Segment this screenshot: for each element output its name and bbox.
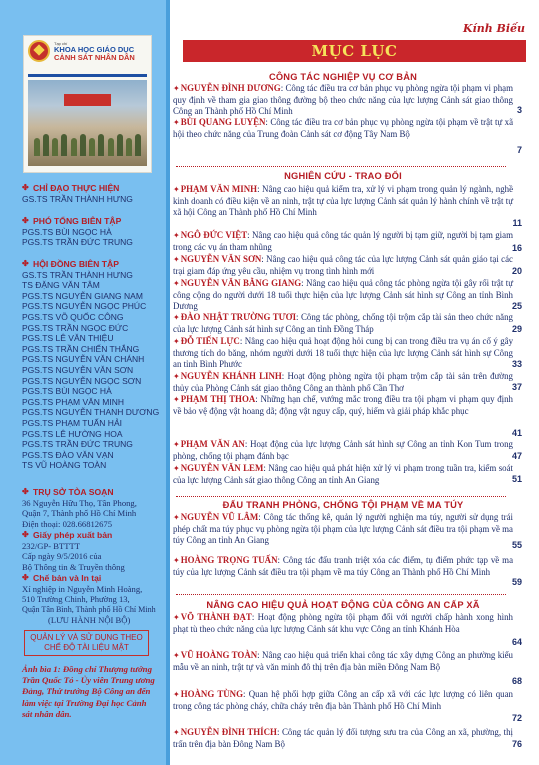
entry-author: VŨ HOÀNG TOÀN xyxy=(180,650,258,660)
diamond-bullet-icon: ✤ xyxy=(22,183,29,192)
entry-page: 11 xyxy=(512,218,522,228)
entry-author: BÙI QUANG LUYỆN xyxy=(180,117,266,127)
section-divider xyxy=(176,166,506,167)
entry-author: NGÔ ĐỨC VIỆT xyxy=(180,230,248,240)
board-member: TS ĐẶNG VĂN TÂM xyxy=(22,280,100,291)
toc-entry[interactable]: ✦NGUYỄN ĐÌNH THÍCH: Công tác quản lý đối tượng sưu tra của Công an xã, phường, thị trấn trên địa bàn Đông Nam Bộ xyxy=(173,727,513,749)
printer-heading: ✤ Chế bản và In tại xyxy=(22,573,102,583)
board-member: PGS.TS BÙI NGỌC HÀ xyxy=(22,386,112,397)
toc-entry[interactable]: ✦NGUYỄN VĂN LEM: Nâng cao hiệu quả phát hiện xử lý vi phạm trong tuần tra, kiểm soát của lực lượng Cảnh sát giao thông Công an tỉnh An Giang xyxy=(173,463,513,485)
entry-page: 20 xyxy=(511,266,522,276)
entry-title: Nâng cao hiệu quả hoạt động hỏi cung bị can trong điều tra vụ án cố ý gây thương tích do băng, nhóm người dưới 18 tuổi thực hiện của lực lượng Cảnh sát hình sự Công an tỉnh Bình Phước xyxy=(173,336,514,369)
confidential-notice: QUẢN LÝ VÀ SỬ DỤNG THEO CHẾ ĐỘ TÀI LIỆU MẬT xyxy=(24,630,149,656)
section-heading: CÔNG TÁC NGHIỆP VỤ CƠ BẢN xyxy=(268,72,418,82)
cover-crowd xyxy=(28,130,147,156)
board-member: PGS.TS TRẦN NGỌC ĐỨC xyxy=(22,322,129,333)
diamond-bullet-icon: ✦ xyxy=(173,613,180,622)
entry-page: 7 xyxy=(516,145,522,155)
office-info xyxy=(22,487,167,529)
entry-page: 37 xyxy=(511,382,522,392)
entry-page: 55 xyxy=(511,540,522,550)
entry-author: ĐÀO NHẬT TRƯỜNG TƯƠI xyxy=(180,312,297,322)
entry-page: 3 xyxy=(516,105,522,115)
cover-divider xyxy=(28,74,147,77)
entry-page: 33 xyxy=(511,359,522,369)
greeting-stamp: Kính Biếu xyxy=(462,22,525,35)
entry-page: 41 xyxy=(511,428,522,438)
entry-page: 59 xyxy=(511,577,522,587)
board-member: GS.TS TRẦN THÀNH HƯNG xyxy=(22,269,133,280)
board-member: PGS.TS NGUYỄN VĂN SƠN xyxy=(22,364,134,375)
entry-page: 16 xyxy=(511,243,522,253)
printer-address: 510 Trường Chinh, Phường 13, xyxy=(22,594,130,605)
toc-entry[interactable]: ✦ĐÀO NHẬT TRƯỜNG TƯƠI: Công tác phòng, chống tội trộm cắp tài sản theo chức năng của lực lượng Cảnh sát hình sự Công an tỉnh Đồng Tháp xyxy=(173,312,513,334)
entry-title: Hoạt động của lực lượng Cảnh sát hình sự Công an tỉnh Kon Tum trong phòng, chống tội phạm đánh bạc xyxy=(173,439,513,461)
entry-author: PHẠM VĂN AN xyxy=(180,439,245,449)
board-hoi-dong xyxy=(22,259,167,471)
diamond-bullet-icon: ✦ xyxy=(173,279,180,288)
entry-author: HOÀNG TÙNG xyxy=(180,689,243,699)
printer-name: Xí nghiệp in Nguyễn Minh Hoàng, xyxy=(22,583,143,594)
entry-page: 68 xyxy=(511,676,522,686)
license-heading: ✤ Giấy phép xuất bản xyxy=(22,530,113,540)
toc-entry[interactable]: ✦HOÀNG TRỌNG TUẤN: Công tác đấu tranh triệt xóa các điểm, tụ điểm phức tạp về ma túy của lực lượng Cảnh sát điều tra tội phạm về ma túy Công an Thành phố Hồ Chí Minh xyxy=(173,555,514,577)
entry-page: 72 xyxy=(511,713,522,723)
license-number: 232/GP- BTTTT xyxy=(22,540,81,551)
entry-title: Quan hệ phối hợp giữa Công an cấp xã với các lực lượng có liên quan trong công tác phòng cháy, chữa cháy trên địa bàn Thành phố Hồ Chí Minh xyxy=(173,689,513,711)
diamond-bullet-icon: ✦ xyxy=(173,255,180,264)
board-heading: ✤ CHỈ ĐẠO THỰC HIỆN xyxy=(22,183,120,193)
entry-title: Nâng cao hiệu quả công tác phòng ngừa tội gây rối trật tự công cộng do người dưới 18 tuổi thực hiện của lực lượng Cảnh sát hình sự Công an tỉnh Bình Dương xyxy=(173,278,514,311)
board-member: PGS.TS LÊ HƯỜNG HOA xyxy=(22,428,123,439)
board-member: PGS.TS NGUYỄN NGỌC PHÚC xyxy=(22,301,147,312)
board-chi-dao xyxy=(22,183,167,204)
printer-address: Quận Tân Bình, Thành phố Hồ Chí Minh xyxy=(22,604,156,614)
toc-entry[interactable]: ✦PHẠM VĂN MINH: Nâng cao hiệu quả kiểm tra, xử lý vi phạm trong quản lý ngành, nghề kinh doanh có điều kiện về an ninh, trật tự của lực lượng Cảnh sát quản lý hành chính về trật tự xã hội Công an Thành phố Hồ Chí Minh xyxy=(173,184,514,217)
entry-author: NGUYỄN ĐÌNH THÍCH xyxy=(180,727,277,737)
section-heading: ĐẤU TRANH PHÒNG, CHỐNG TỘI PHẠM VỀ MA TÚY xyxy=(222,500,464,510)
board-member: PGS.TS PHẠM TUẤN HẢI xyxy=(22,417,122,428)
toc-entry[interactable]: ✦NGUYỄN VŨ LÂM: Công tác thống kê, quản lý người nghiện ma túy, người sử dụng trái phép chất ma túy phục vụ phòng ngừa tội phạm của lực lượng Cảnh sát điều tra tội phạm về ma túy Công an tỉnh An Giang xyxy=(173,512,513,545)
diamond-bullet-icon: ✦ xyxy=(173,84,180,93)
entry-title: Nâng cao hiệu quả kiểm tra, xử lý vi phạm trong quản lý ngành, nghề kinh doanh có điều kiện về an ninh, trật tự của lực lượng Cảnh sát quản lý hành chính về trật tự xã hội Công an Thành phố Hồ Chí Minh xyxy=(173,184,514,217)
board-member: PGS.TS BÙI NGỌC HÀ xyxy=(22,226,112,237)
entry-author: NGUYỄN VĂN BẰNG GIANG xyxy=(180,278,302,288)
board-pho-tong xyxy=(22,216,167,248)
entry-author: ĐỖ TIẾN LỰC xyxy=(180,336,240,346)
entry-title: Hoạt động phòng ngừa tội phạm trộm cắp tài sản trên đường thủy của Phòng Cảnh sát giao thông Công an thành phố Cần Thơ xyxy=(173,371,513,393)
toc-entry[interactable]: ✦NGUYỄN KHÁNH LINH: Hoạt động phòng ngừa tội phạm trộm cắp tài sản trên đường thủy của Phòng Cảnh sát giao thông Công an thành phố Cần Thơ xyxy=(173,371,513,393)
entry-page: 29 xyxy=(511,324,522,334)
diamond-bullet-icon: ✦ xyxy=(173,185,180,194)
cover-photo xyxy=(28,80,147,166)
board-member: PGS.TS TRẦN CHIẾN THẮNG xyxy=(22,343,140,354)
board-member: GS.TS TRẦN THÀNH HƯNG xyxy=(22,193,133,204)
diamond-bullet-icon: ✤ xyxy=(22,259,29,268)
entry-title: Công tác điều tra cơ bản phục vụ phòng ngừa tội phạm về trật tự xã hội theo chức năng của Trung đoàn Cảnh sát cơ động Tây Nam Bộ xyxy=(173,117,514,139)
entry-title: Công tác điều tra cơ bản phục vụ phòng ngừa tội phạm vi phạm quy định về tham gia giao thông đường bộ theo chức năng của lực lượng Cảnh sát giao thông Công an Thành phố Hồ Chí Minh xyxy=(173,83,514,116)
diamond-bullet-icon: ✦ xyxy=(173,440,180,449)
section-divider xyxy=(176,496,506,497)
entry-title: Nâng cao hiệu quả phát hiện xử lý vi phạm trong tuần tra, kiểm soát của lực lượng Cảnh sát giao thông Công an tỉnh An Giang xyxy=(173,463,513,485)
cover-podium xyxy=(64,94,112,106)
board-heading: ✤ PHÓ TỔNG BIÊN TẬP xyxy=(22,216,122,226)
entry-author: HOÀNG TRỌNG TUẤN xyxy=(180,555,278,565)
toc-entry[interactable]: ✦VŨ HOÀNG TOÀN: Nâng cao hiệu quả triển khai công tác xây dựng Công an phường kiểu mẫu về an ninh, trật tự và văn minh đô thị trên địa bàn miền Đông Nam Bộ xyxy=(173,650,513,672)
board-member: PGS.TS PHẠM VĂN MINH xyxy=(22,396,125,407)
entry-author: PHẠM THỊ THOA xyxy=(180,394,256,404)
entry-author: VÕ THÀNH ĐẠT xyxy=(180,612,252,622)
entry-author: NGUYỄN ĐÌNH DƯƠNG xyxy=(180,83,281,93)
entry-title: Công tác quản lý đối tượng sưu tra của Công an xã, phường, thị trấn trên địa bàn Đông Nam Bộ xyxy=(173,727,513,749)
entry-title: Nâng cao hiệu quả công tác của lực lượng Cảnh sát quản giáo tại các trại giam đáp ứng yêu cầu, nhiệm vụ trong tình hình mới xyxy=(173,254,513,276)
board-member: PGS.TS NGUYỄN THANH DƯƠNG xyxy=(22,407,160,418)
police-emblem-icon xyxy=(28,40,50,62)
license-issuer: Bộ Thông tin & Truyền thông xyxy=(22,561,125,572)
office-heading: ✤ TRỤ SỞ TÒA SOẠN xyxy=(22,487,114,497)
diamond-bullet-icon: ✦ xyxy=(173,118,180,127)
board-member: PGS.TS TRẦN ĐỨC TRUNG xyxy=(22,439,133,450)
cover-line-2: KHOA HỌC GIÁO DỤC xyxy=(54,45,135,54)
entry-author: NGUYỄN KHÁNH LINH xyxy=(180,371,282,381)
entry-page: 51 xyxy=(511,474,522,484)
board-member: PGS.TS TRẦN ĐỨC TRUNG xyxy=(22,237,133,248)
toc-entry[interactable]: ✦PHẠM VĂN AN: Hoạt động của lực lượng Cảnh sát hình sự Công an tỉnh Kon Tum trong phòng, chống tội phạm đánh bạc xyxy=(173,439,513,461)
toc-entry[interactable]: ✦HOÀNG TÙNG: Quan hệ phối hợp giữa Công an cấp xã với các lực lượng có liên quan trong công tác phòng cháy, chữa cháy trên địa bàn Thành phố Hồ Chí Minh xyxy=(173,689,513,711)
board-member: PGS.TS NGUYỄN VĂN CHÁNH xyxy=(22,354,145,365)
board-member: PGS.TS NGUYỄN GIANG NAM xyxy=(22,290,143,301)
toc-entry[interactable]: ✦PHẠM THỊ THOA: Những hạn chế, vướng mắc trong điều tra tội phạm vi phạm quy định về bảo vệ động vật hoang dã; động vật nguy cấp, quý, hiếm và giải pháp khắc phục xyxy=(173,394,513,416)
office-address: 36 Nguyễn Hữu Thọ, Tân Phong, xyxy=(22,497,137,508)
diamond-bullet-icon: ✦ xyxy=(173,556,180,565)
diamond-bullet-icon: ✦ xyxy=(173,690,180,699)
toc-entry[interactable]: ✦VÕ THÀNH ĐẠT: Hoạt động phòng ngừa tội phạm đối với người chấp hành xong hình phạt tù theo chức năng của lực lượng Cảnh sát khu vực Công an tỉnh Khánh Hòa xyxy=(173,612,513,634)
toc-entry[interactable]: ✦NGUYỄN VĂN SƠN: Nâng cao hiệu quả công tác của lực lượng Cảnh sát quản giáo tại các trại giam đáp ứng yêu cầu, nhiệm vụ trong tình hình mới xyxy=(173,254,513,276)
diamond-bullet-icon: ✤ xyxy=(22,573,29,582)
entry-page: 64 xyxy=(511,637,522,647)
entry-page: 47 xyxy=(511,451,522,461)
diamond-bullet-icon: ✤ xyxy=(22,216,29,225)
license-info xyxy=(22,530,167,572)
diamond-bullet-icon: ✦ xyxy=(173,395,180,404)
diamond-bullet-icon: ✦ xyxy=(173,372,180,381)
license-date: Cấp ngày 9/5/2016 của xyxy=(22,551,102,562)
entry-author: PHẠM VĂN MINH xyxy=(180,184,258,194)
diamond-bullet-icon: ✦ xyxy=(173,337,180,346)
entry-title: Hoạt động phòng ngừa tội phạm đối với người chấp hành xong hình phạt tù theo chức năng của lực lượng Cảnh sát khu vực Công an tỉnh Khánh Hòa xyxy=(173,612,513,634)
toc-entry[interactable]: ✦NGUYỄN VĂN BẰNG GIANG: Nâng cao hiệu quả công tác phòng ngừa tội gây rối trật tự công cộng do người dưới 18 tuổi thực hiện của lực lượng Cảnh sát hình sự Công an tỉnh Bình Dương xyxy=(173,278,514,311)
board-member: PGS.TS LÊ VĂN THIỆU xyxy=(22,333,114,344)
board-member: TS VŨ HOÀNG TOÀN xyxy=(22,460,107,471)
office-address: Quận 7, Thành phố Hồ Chí Minh xyxy=(22,508,137,519)
section-heading: NÂNG CAO HIỆU QUẢ HOẠT ĐỘNG CỦA CÔNG AN CẤP XÃ xyxy=(206,600,480,610)
diamond-bullet-icon: ✤ xyxy=(22,487,29,496)
board-member: PGS.TS NGUYỄN NGỌC SƠN xyxy=(22,375,142,386)
cover-caption: Ảnh bìa 1: Đồng chí Thượng tướng Trần Quốc Tỏ - Ủy viên Trung ương Đảng, Thứ trưởng Bộ Công an đến làm việc tại Trường Đại học Cảnh sát nhân dân. xyxy=(22,664,155,719)
diamond-bullet-icon: ✦ xyxy=(173,651,180,660)
entry-author: NGUYỄN VĂN LEM xyxy=(180,463,264,473)
entry-title: Công tác đấu tranh triệt xóa các điểm, tụ điểm phức tạp về ma túy của lực lượng Cảnh sát điều tra tội phạm về ma túy Công an Thành phố Hồ Chí Minh xyxy=(173,555,514,577)
cover-line-1: Tạp chí xyxy=(54,41,68,46)
entry-title: Những hạn chế, vướng mắc trong điều tra tội phạm vi phạm quy định về bảo vệ động vật hoang dã; động vật nguy cấp, quý, hiếm và giải pháp khắc phục xyxy=(173,394,513,416)
board-heading: ✤ HỘI ĐỒNG BIÊN TẬP xyxy=(22,259,119,269)
section-heading: NGHIÊN CỨU - TRAO ĐỔI xyxy=(284,171,402,181)
entry-title: Công tác phòng, chống tội trộm cắp tài sản theo chức năng của lực lượng Cảnh sát hình sự Công an tỉnh Đồng Tháp xyxy=(173,312,513,334)
diamond-bullet-icon: ✦ xyxy=(173,728,180,737)
entry-title: Nâng cao hiệu quả triển khai công tác xây dựng Công an phường kiểu mẫu về an ninh, trật tự và văn minh đô thị trên địa bàn miền Đông Nam Bộ xyxy=(173,650,513,672)
diamond-bullet-icon: ✦ xyxy=(173,313,180,322)
toc-entry[interactable]: ✦ĐỖ TIẾN LỰC: Nâng cao hiệu quả hoạt động hỏi cung bị can trong điều tra vụ án cố ý gây thương tích do băng, nhóm người dưới 18 tuổi thực hiện của lực lượng Cảnh sát hình sự Công an tỉnh Bình Phước xyxy=(173,336,514,369)
circulation-note: (LƯU HÀNH NỘI BỘ) xyxy=(48,615,131,626)
board-member: PGS.TS ĐÀO VĂN VẠN xyxy=(22,449,114,460)
sidebar xyxy=(0,0,170,765)
printer-info xyxy=(22,573,167,626)
section-divider xyxy=(176,594,506,595)
toc-title: MỤC LỤC xyxy=(183,40,526,62)
magazine-cover-image xyxy=(23,35,152,173)
toc-entry[interactable]: ✦BÙI QUANG LUYỆN: Công tác điều tra cơ bản phục vụ phòng ngừa tội phạm về trật tự xã hội theo chức năng của Trung đoàn Cảnh sát cơ động Tây Nam Bộ xyxy=(173,117,514,139)
cover-line-3: CẢNH SÁT NHÂN DÂN xyxy=(54,53,135,62)
entry-author: NGUYỄN VĂN SƠN xyxy=(180,254,262,264)
entry-author: NGUYỄN VŨ LÂM xyxy=(180,512,259,522)
entry-title: Nâng cao hiệu quả công tác quản lý người bị tạm giữ, người bị tạm giam trong các vụ án tham nhũng xyxy=(173,230,513,252)
office-phone: Điện thoại: 028.66812675 xyxy=(22,518,112,529)
toc-entry[interactable]: ✦NGUYỄN ĐÌNH DƯƠNG: Công tác điều tra cơ bản phục vụ phòng ngừa tội phạm vi phạm quy định về tham gia giao thông đường bộ theo chức năng của lực lượng Cảnh sát giao thông Công an Thành phố Hồ Chí Minh xyxy=(173,83,514,116)
diamond-bullet-icon: ✦ xyxy=(173,464,180,473)
entry-page: 25 xyxy=(511,301,522,311)
diamond-bullet-icon: ✤ xyxy=(22,530,29,539)
toc-entry[interactable]: ✦NGÔ ĐỨC VIỆT: Nâng cao hiệu quả công tác quản lý người bị tạm giữ, người bị tạm giam trong các vụ án tham nhũng xyxy=(173,230,513,252)
diamond-bullet-icon: ✦ xyxy=(173,513,180,522)
diamond-bullet-icon: ✦ xyxy=(173,231,180,240)
entry-page: 76 xyxy=(511,739,522,749)
board-member: PGS.TS VÕ QUỐC CÔNG xyxy=(22,311,124,322)
entry-title: Công tác thống kê, quản lý người nghiện ma túy, người sử dụng trái phép chất ma túy phục vụ phòng ngừa tội phạm của lực lượng Cảnh sát điều tra tội phạm về ma túy Công an tỉnh An Giang xyxy=(173,512,513,545)
